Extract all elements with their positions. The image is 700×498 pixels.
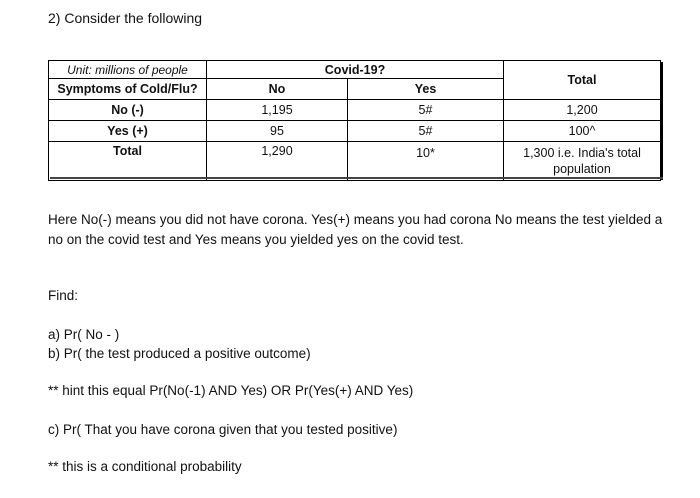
total-line-1: 1,300 i.e. India's total xyxy=(523,146,641,160)
question-b: b) Pr( the test produced a positive outcome) xyxy=(48,346,311,361)
row-label: No (-) xyxy=(49,100,207,121)
question-c: c) Pr( That you have corona given that you tested positive) xyxy=(48,422,398,437)
row-label: Total xyxy=(49,142,207,181)
table-cell: 1,290 xyxy=(207,142,348,181)
table-cell: 10* xyxy=(348,142,504,181)
col-yes-header: Yes xyxy=(348,79,504,100)
table-row xyxy=(49,100,661,121)
table-shadow-right xyxy=(660,62,663,180)
hint-2: ** this is a conditional probability xyxy=(48,459,242,474)
table-row xyxy=(49,61,661,79)
table-cell: 5# xyxy=(348,121,504,142)
row-label: Yes (+) xyxy=(49,121,207,142)
question-title: 2) Consider the following xyxy=(48,10,203,26)
table-cell: 95 xyxy=(207,121,348,142)
table-cell: 1,200 xyxy=(504,100,661,121)
table-cell: 100^ xyxy=(504,121,661,142)
total-header: Total xyxy=(504,61,661,100)
table-cell-total xyxy=(504,142,661,181)
question-a: a) Pr( No - ) xyxy=(48,327,120,342)
total-line-2: population xyxy=(553,162,611,176)
col-no-header: No xyxy=(207,79,348,100)
contingency-table xyxy=(48,60,662,178)
table-cell: 5# xyxy=(348,100,504,121)
symptoms-header: Symptoms of Cold/Flu? xyxy=(49,79,207,100)
table-shadow-bottom xyxy=(50,177,663,179)
explanation-paragraph: Here No(-) means you did not have corona. Yes(+) means you had corona No means the test yielded a no on the covid test and Yes means you yielded yes on the covid test. xyxy=(48,212,663,247)
unit-label: Unit: millions of people xyxy=(49,61,207,79)
data-table xyxy=(48,60,661,181)
table-row xyxy=(49,121,661,142)
table-cell: 1,195 xyxy=(207,100,348,121)
covid-header: Covid-19? xyxy=(207,61,504,79)
table-row xyxy=(49,142,661,181)
hint-1: ** hint this equal Pr(No(-1) AND Yes) OR Pr(Yes(+) AND Yes) xyxy=(48,383,414,398)
find-label: Find: xyxy=(48,288,79,303)
